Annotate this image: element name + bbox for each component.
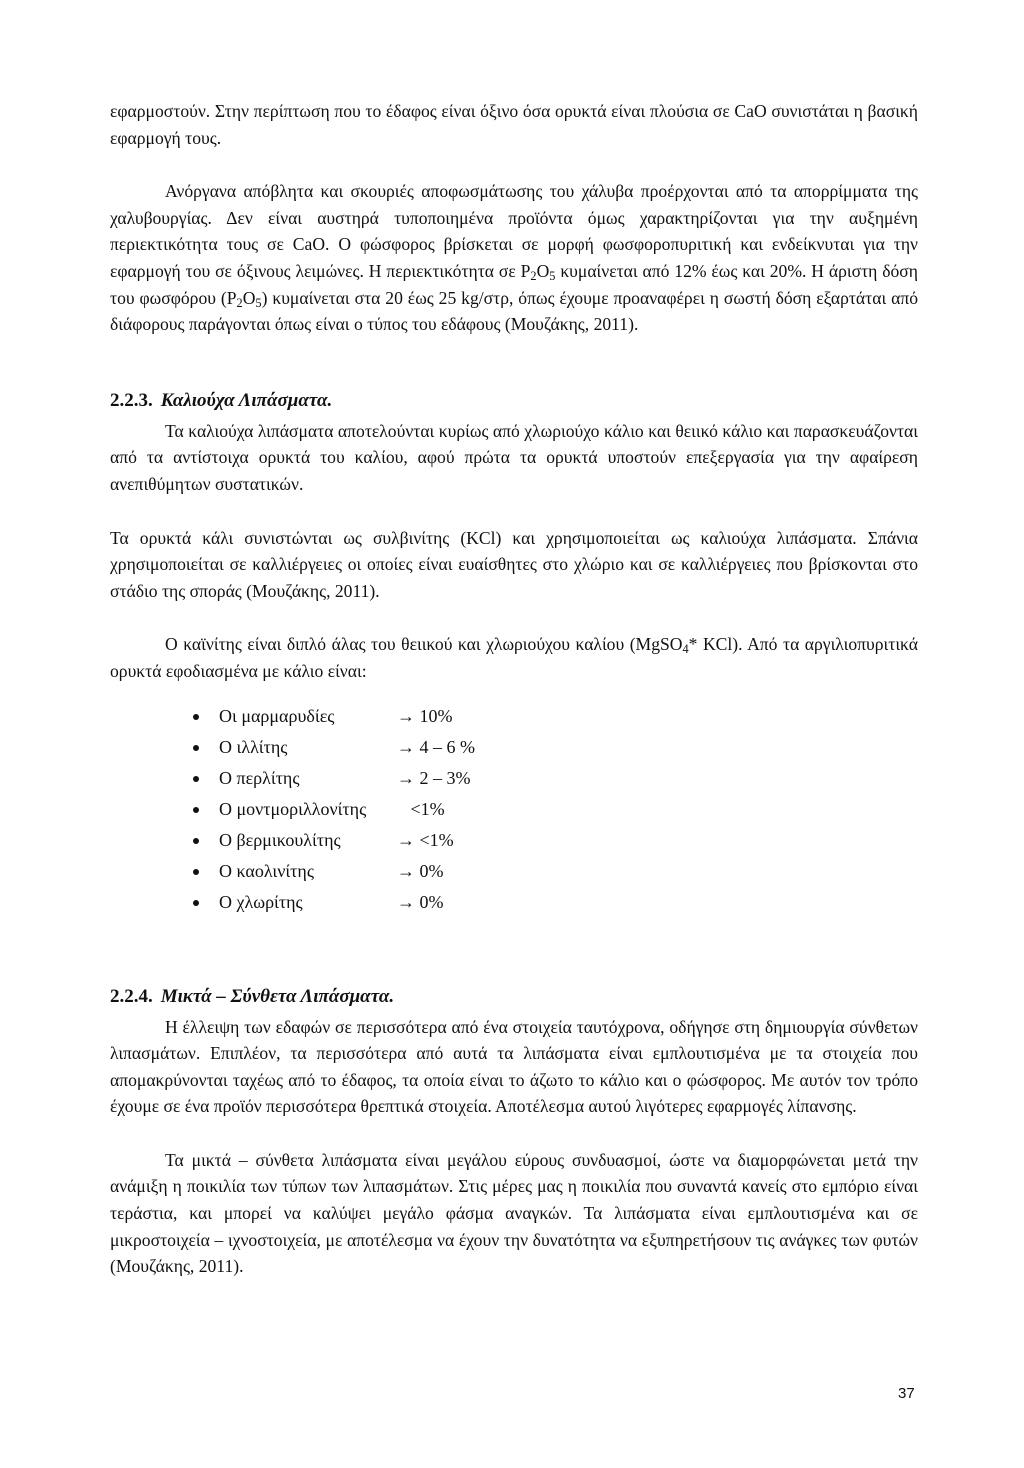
bullet-icon bbox=[193, 714, 199, 720]
bullet-icon bbox=[193, 745, 199, 751]
section-title: Μικτά – Σύνθετα Λιπάσματα. bbox=[160, 985, 395, 1007]
intro-paragraph: εφαρμοστούν. Στην περίπτωση που το έδαφος είναι όξινο όσα ορυκτά είναι πλούσια σε CaO συνιστάται η βασική εφαρμογή τους. bbox=[110, 101, 918, 148]
list-item: Ο καολινίτης → 0% bbox=[110, 856, 918, 887]
potassium-paragraph-1: Τα καλιούχα λιπάσματα αποτελούνται κυρίως από χλωριούχο κάλιο και θειικό κάλιο και παρασκευάζονται από τα αντίστοιχα ορυκτά του καλίου, αφού πρώτα τα ορυκτά υποστούν επεξεργασία για την αφαίρεση ανεπιθύμητων συστατικών. bbox=[110, 420, 918, 494]
bullet-icon bbox=[193, 776, 199, 782]
bullet-icon bbox=[193, 838, 199, 844]
mineral-list bbox=[110, 701, 918, 918]
section-heading-potassium bbox=[110, 388, 918, 414]
list-item: Ο μοντμοριλλονίτης <1% bbox=[110, 794, 918, 825]
section-number: 2.2.4. bbox=[110, 985, 153, 1007]
section-number: 2.2.3. bbox=[110, 389, 153, 411]
bullet-icon bbox=[193, 869, 199, 875]
compound-paragraph-1: Η έλλειψη των εδαφών σε περισσότερα από ένα στοιχεία ταυτόχρονα, οδήγησε στη δημιουργία σύνθετων λιπασμάτων. Επιπλέον, τα περισσότερα από αυτά τα λιπάσματα είναι εμπλουτισμένα με τα στοιχεία που απομακρύνονται ταχέως από το έδαφος, τα οποία είναι το άζωτο το κάλιο και ο φώσφορος. Με αυτόν τον τρόπο έχουμε σε ένα προϊόν περισσότερα θρεπτικά στοιχεία. Αποτέλεσμα αυτού λιγότερες εφαρμογές λίπανσης. bbox=[110, 1016, 918, 1117]
page-number: 37 bbox=[898, 1385, 915, 1402]
list-item: Ο ιλλίτης → 4 – 6 % bbox=[110, 732, 918, 763]
compound-paragraph-2: Τα μικτά – σύνθετα λιπάσματα είναι μεγάλου εύρους συνδυασμοί, ώστε να διαμορφώνεται μετά την ανάμιξη η ποικιλία των τύπων των λιπασμάτων. Στις μέρες μας η ποικιλία που συναντά κανείς στο εμπόριο είναι τεράστια, και μπορεί να καλύψει μεγάλο φάσμα αναγκών. Τα λιπάσματα είναι εμπλουτισμένα και σε μικροστοιχεία – ιχνοστοιχεία, με αποτέλεσμα να έχουν την δυνατότητα να εξυπηρετήσουν τις ανάγκες των φυτών (Μουζάκης, 2011). bbox=[110, 1149, 918, 1277]
slag-paragraph: Ανόργανα απόβλητα και σκουριές αποφωσμάτωσης του χάλυβα προέρχονται από τα απορρίμματα της χαλυβουργίας. Δεν είναι αυστηρά τυποποιημένα προϊόντα όμως χαρακτηρίζονται για την αυξημένη περιεκτικότητα τους σε CaO. Ο φώσφορος βρίσκεται σε μορφή φωσφοροπυριτική και ενδείκνυται για την εφαρμογή του σε όξινους λειμώνες. Η περιεκτικότητα σε $P_2O_5$ κυμαίνεται από 12% έως και 20%. Η άριστη δόση του φωσφόρου $(P_2O_5)$ κυμαίνεται στα 20 έως 25 kg/στρ, όπως έχουμε προαναφέρει η σωστή δόση εξαρτάται από διάφορους παράγονται όπως είναι ο τύπος του εδάφους (Μουζάκης, 2011). bbox=[110, 181, 918, 335]
section-heading-compound bbox=[110, 984, 918, 1010]
document-page bbox=[110, 98, 918, 1280]
list-item: Ο περλίτης → 2 – 3% bbox=[110, 763, 918, 794]
list-item: Οι μαρμαρυδίες → 10% bbox=[110, 701, 918, 732]
bullet-icon bbox=[193, 900, 199, 906]
list-item: Ο βερμικουλίτης → <1% bbox=[110, 825, 918, 856]
potassium-paragraph-3: Ο καϊνίτης είναι διπλό άλας του θειικού και χλωριούχου καλίου (MgSO$_4$* KCl). Από τα αργιλιοπυριτικά ορυκτά εφοδιασμένα με κάλιο είναι: bbox=[110, 634, 918, 681]
potassium-paragraph-2: Τα ορυκτά κάλι συνιστώνται ως συλβινίτης (KCl) και χρησιμοποιείται ως καλιούχα λιπάσματα. Σπάνια χρησιμοποιείται σε καλλιέργειες οι οποίες είναι ευαίσθητες στο χλώριο και σε καλλιέργειες που βρίσκονται στο στάδιο της σποράς (Μουζάκης, 2011). bbox=[110, 527, 918, 601]
bullet-icon bbox=[193, 807, 199, 813]
section-title: Καλιούχα Λιπάσματα. bbox=[160, 389, 333, 411]
list-item: Ο χλωρίτης → 0% bbox=[110, 887, 918, 918]
